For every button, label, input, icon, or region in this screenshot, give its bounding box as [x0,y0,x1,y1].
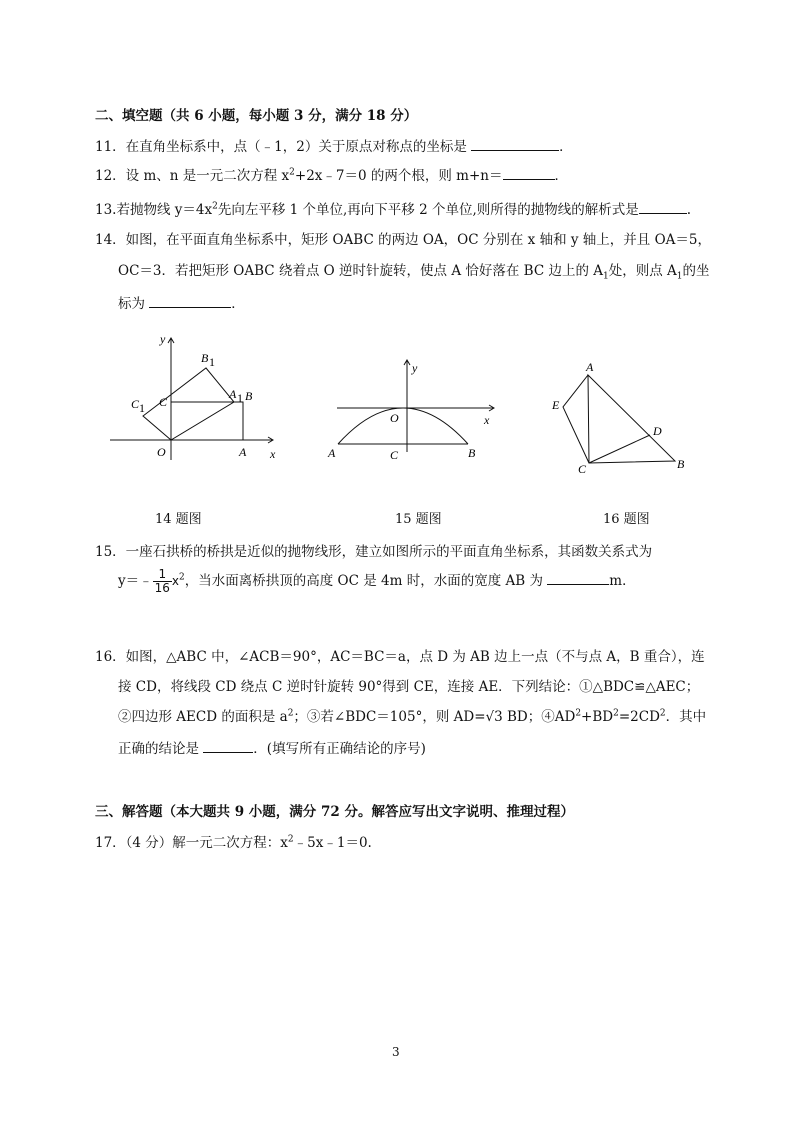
section2-title: 二、填空题（共 6 小题，每小题 3 分，满分 18 分） [95,108,418,124]
q16-sup2: 2 [575,708,582,719]
q15-l2c: m． [609,573,636,589]
fig15-arch [338,408,468,444]
q14-l2b: 处，则点 A [608,263,677,279]
question-13 [95,198,691,218]
fig14-sub-a1: 1 [237,391,243,405]
q12-end: ． [554,168,568,184]
q15-answer-blank[interactable] [547,572,609,585]
q16-answer-blank[interactable] [203,740,253,753]
q16-l3c: +BD [581,709,614,725]
question-16-line3 [118,705,706,725]
q14-l2a: OC＝3．若把矩形 OABC 绕着点 O 逆时针旋转，使点 A 恰好落在 BC 边上的 A [118,263,603,279]
question-17 [95,831,372,851]
fig14-label-c1: C [131,397,140,411]
q14-l3a: 标为 [118,296,150,312]
q14-l3b: ． [231,296,245,312]
fig16-segment-cd [589,435,650,463]
fig14-label-b1: B [201,351,209,365]
fig16-label-a: A [586,360,594,374]
q13-text-b: 先向左平移 1 个单位,再向下平移 2 个单位,则所得的抛物线的解析式是 [217,202,639,218]
fig15-caption: 15 题图 [395,512,442,527]
fig15-label-b: B [468,446,476,460]
fig16-label-c: C [578,462,587,476]
q14-l2c: 的坐 [682,263,710,279]
q13-sup: 2 [212,201,218,212]
q15-sup: 2 [179,572,185,583]
q16-l3a: ②四边形 AECD 的面积是 a [118,709,288,725]
fig14-rotated-rect [143,368,234,440]
question-16-line4 [118,737,426,757]
fig14-sub-b1: 1 [209,355,215,369]
fig14-label-x: x [270,447,276,461]
q12-sup: 2 [289,167,295,178]
question-14-line2 [118,259,710,282]
q16-l3b: ；③若∠BDC＝105°，则 AD=√3 BD；④AD [293,709,576,725]
fig14-rect-oabc [171,402,243,440]
figure-15 [322,352,502,470]
fig14-label-a1: A [229,387,237,401]
question-16-line2: 接 CD，将线段 CD 绕点 C 逆时针旋转 90°得到 CE，连接 AE．下列结论：①△BDC≌△AEC； [118,679,700,695]
question-11 [95,135,573,155]
q17-text-b: ﹣5x﹣1＝0. [293,835,372,851]
question-14-line1: 14．如图，在平面直角坐标系中，矩形 OABC 的两边 OA，OC 分别在 x 轴和 y 轴上，并且 OA＝5， [95,232,711,248]
fig14-label-o: O [157,445,166,459]
fig15-label-y: y [412,361,418,375]
q15-l2b: ，当水面离桥拱顶的高度 OC 是 4m 时，水面的宽度 AB 为 [184,573,548,589]
q15-denominator: 16 [154,581,170,595]
fig15-label-c: C [390,448,399,462]
section3-title: 三、解答题（本大题共 9 小题，满分 72 分。解答应写出文字说明、推理过程） [95,804,574,820]
question-12 [95,164,568,184]
q16-sup3: 2 [613,708,619,719]
fig16-label-b: B [677,457,685,471]
fig15-label-a: A [328,446,336,460]
q12-text-b: +2x﹣7＝0 的两个根，则 m+n＝ [294,168,503,184]
q15-fraction [153,568,172,595]
fig16-triangle-abc [588,375,675,463]
figure-14 [105,330,285,470]
q16-sup4: 2 [659,708,666,719]
q16-l3e: ．其中 [665,709,707,725]
q13-text-a: 13.若抛物线 y＝4x [95,202,213,218]
fig16-ae-ec [563,375,589,463]
q17-sup: 2 [287,834,294,845]
q13-end: . [686,202,692,218]
q16-sup1: 2 [287,708,294,719]
fig14-label-y: y [160,332,166,346]
page-number: 3 [392,1045,400,1059]
question-15-line2 [118,568,636,595]
fig14-label-b: B [245,389,253,403]
q12-text-a: 12．设 m、n 是一元二次方程 x [95,168,290,184]
q15-l2a: y＝﹣ [118,573,153,589]
question-14-line3 [118,292,245,312]
fig16-label-e: E [552,398,560,412]
figure-16 [545,355,695,480]
fig16-caption: 16 题图 [603,512,650,527]
q11-answer-blank[interactable] [471,138,559,151]
fig14-caption: 14 题图 [155,512,202,527]
q13-answer-blank[interactable] [639,201,687,214]
fig15-label-o: O [390,411,399,425]
q14-sub1: 1 [603,271,609,282]
q11-end: ． [559,139,573,155]
fig14-label-c: C [159,395,168,409]
q16-l4a: 正确的结论是 [118,741,204,757]
fig14-sub-c1: 1 [139,401,145,415]
q15-x: x [171,574,180,588]
q17-text-a: 17．（4 分）解一元二次方程：x [95,835,288,851]
fig14-label-a: A [239,445,247,459]
q15-numerator: 1 [153,568,172,582]
q16-l3d: =2CD [618,709,660,725]
question-16-line1: 16．如图，△ABC 中，∠ACB＝90°，AC＝BC＝a，点 D 为 AB 边上一点（不与点 A，B 重合），连 [95,649,705,665]
fig16-label-d: D [653,424,662,438]
q16-l4b: ．(填写所有正确结论的序号) [253,741,426,757]
question-15-line1: 15．一座石拱桥的桥拱是近似的抛物线形，建立如图所示的平面直角坐标系，其函数关系式为 [95,544,653,560]
q12-answer-blank[interactable] [503,167,555,180]
fig15-label-x: x [484,413,490,427]
q11-text: 11．在直角坐标系中，点（﹣1，2）关于原点对称点的坐标是 [95,139,472,155]
q14-answer-blank[interactable] [149,295,231,308]
q14-sub2: 1 [676,271,683,282]
